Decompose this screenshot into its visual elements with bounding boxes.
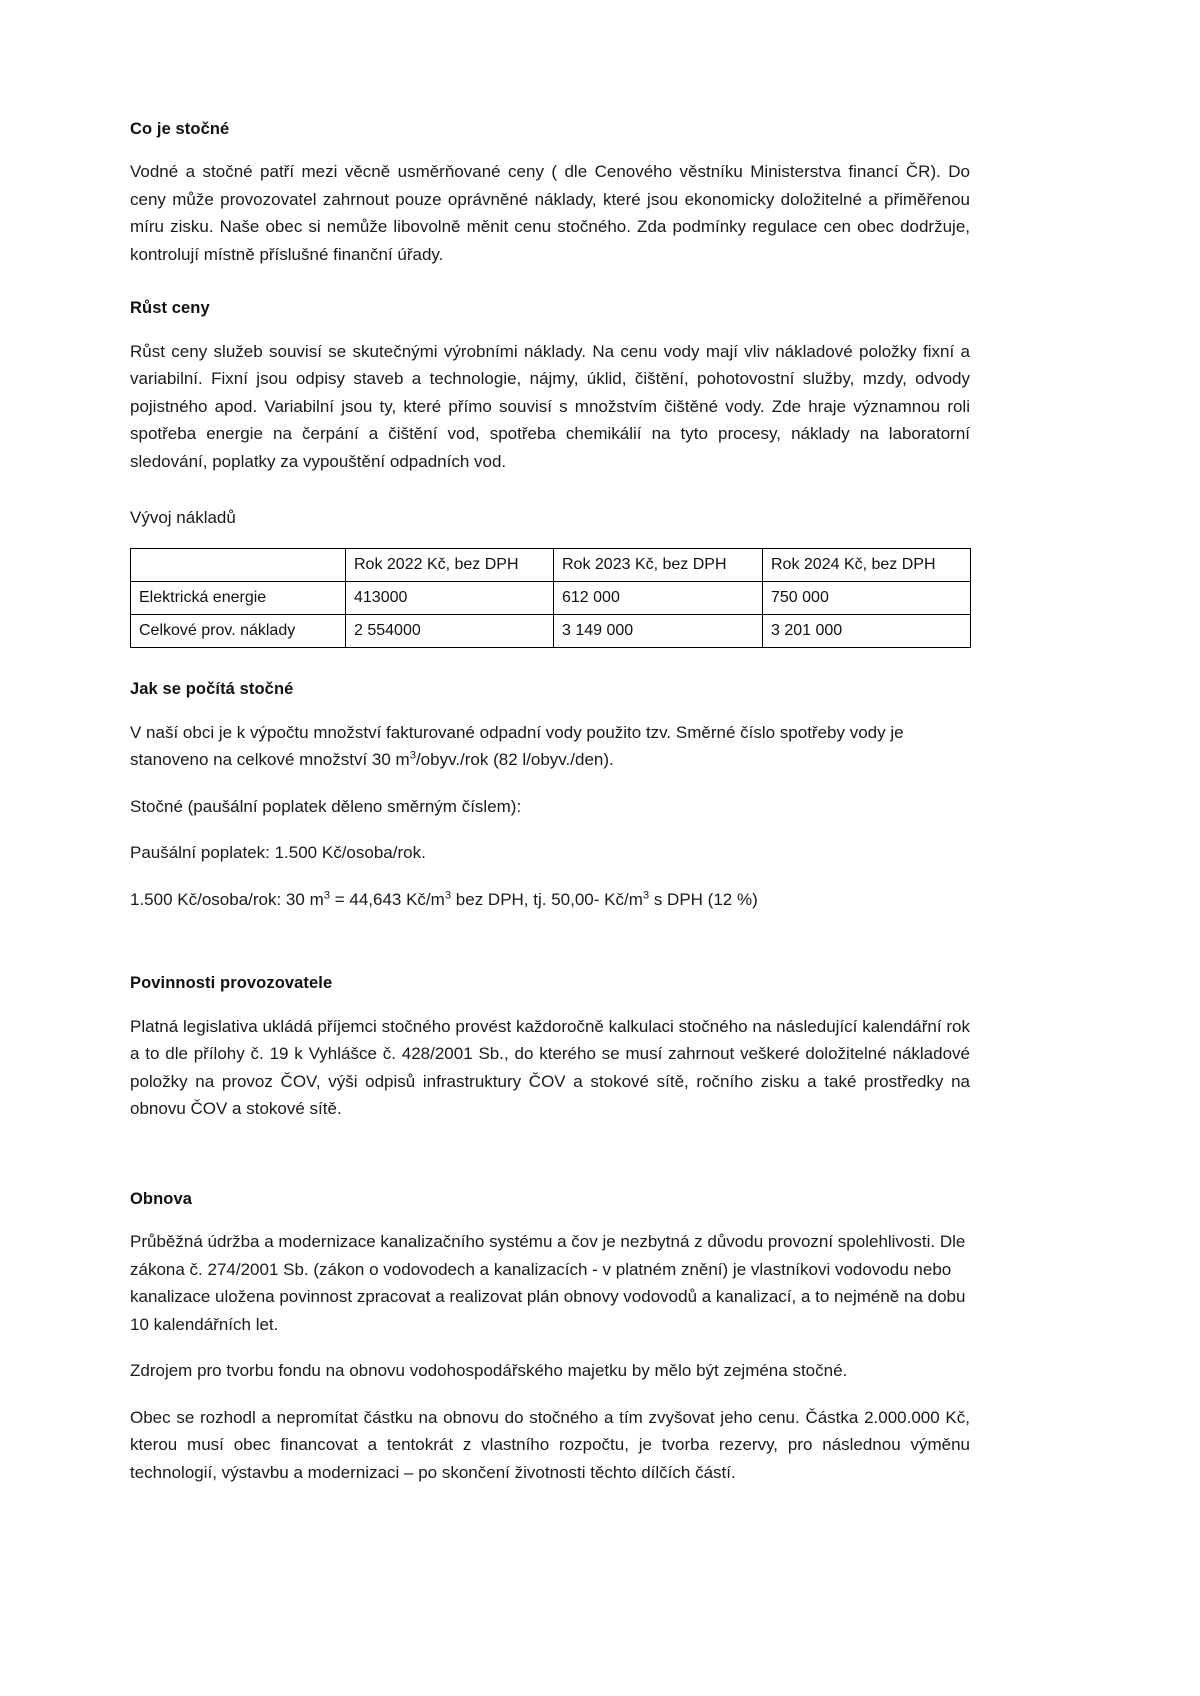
paragraph-flat-fee: Paušální poplatek: 1.500 Kč/osoba/rok. [130, 843, 426, 863]
table-row-label: Elektrická energie [131, 582, 346, 615]
spacer [130, 494, 970, 504]
cubic-meter-exponent: 3 [444, 889, 452, 902]
paragraph-price-formula [130, 886, 970, 914]
formula-part3: bez DPH, tj. 50,00- Kč/m [451, 889, 643, 909]
document-content [130, 118, 970, 1505]
table-header-cell-2023: Rok 2023 Kč, bez DPH [554, 548, 763, 581]
table-cell-value: 2 554000 [346, 615, 554, 648]
cubic-meter-exponent: 3 [642, 889, 650, 902]
cubic-meter-exponent: 3 [323, 889, 330, 902]
table-row-label: Celkové prov. náklady [131, 615, 346, 648]
heading-co-je-stocne: Co je stočné [130, 120, 230, 138]
table-cell-value: 750 000 [763, 582, 971, 615]
paragraph-co-je-stocne: Vodné a stočné patří mezi věcně usměrňované ceny ( dle Cenového věstníku Ministerstva financí ČR). Do ceny může provozovatel zahrnout pouze oprávněné náklady, které jsou ekonomicky doložitelné a přiměřenou míru zisku. Naše obec si nemůže libovolně měnit cenu stočného. Zda podmínky regulace cen obec dodržuje, kontrolují místně příslušné finanční úřady. [130, 162, 970, 264]
table-row [131, 615, 971, 648]
paragraph-smerne-cislo [130, 719, 970, 774]
heading-povinnosti-provozovatele: Povinnosti provozovatele [130, 974, 333, 993]
table-caption: Vývoj nákladů [130, 508, 236, 528]
paragraph-obnova-3: Obec se rozhodl a nepromítat částku na obnovu do stočného a tím zvyšovat jeho cenu. Částka 2.000.000 Kč, kterou musí obec financovat a tentokrát z vlastního rozpočtu, je tvorba rezervy, pro následnou výměnu technologií, výstavbu a modernizaci – po skončení životnosti těchto dílčích částí. [130, 1407, 970, 1482]
table-row [131, 582, 971, 615]
heading-rust-ceny: Růst ceny [130, 299, 210, 318]
spacer [130, 652, 970, 678]
paragraph-rust-ceny: Růst ceny služeb souvisí se skutečnými výrobními náklady. Na cenu vody mají vliv nákladové položky fixní a variabilní. Fixní jsou odpisy staveb a technologie, nájmy, úklid, čištění, pohotovostní služby, mzdy, odvody pojistného apod. Variabilní jsou ty, které přímo souvisí s množstvím čištěné vody. Zde hraje významnou roli spotřeba energie na čerpání a čištění vod, spotřeba chemikálií na tyto procesy, náklady na laboratorní sledování, poplatky za vypouštění odpadních vod. [130, 341, 970, 471]
formula-part4: s DPH (12 %) [649, 889, 758, 909]
spacer [130, 287, 970, 297]
table-cell-value: 612 000 [554, 582, 763, 615]
table-cell-value: 413000 [346, 582, 554, 615]
formula-part1: 1.500 Kč/osoba/rok: 30 m [130, 889, 324, 909]
table-header-cell-2024: Rok 2024 Kč, bez DPH [763, 548, 971, 581]
smerne-cislo-text-part1: V naší obci je k výpočtu množství fakturované odpadní vody použito tzv. Směrné číslo spotřeby vody je stanoveno na celkové množství 30 m [130, 722, 904, 770]
paragraph-stocne-subtitle: Stočné (paušální poplatek děleno směrným číslem): [130, 796, 522, 816]
paragraph-povinnosti: Platná legislativa ukládá příjemci stočného provést každoročně kalkulaci stočného na následující kalendářní rok a to dle přílohy č. 19 k Vyhlášce č. 428/2001 Sb., do kterého se musí zahrnout veškeré doložitelné nákladové položky na provoz ČOV, výši odpisů infrastruktury ČOV a stokové sítě, ročního zisku a také prostředky na obnovu ČOV a stokové sítě. [130, 1016, 970, 1119]
spacer [130, 1142, 970, 1188]
heading-jak-se-pocita-stocne: Jak se počítá stočné [130, 680, 294, 699]
table-header-row [131, 548, 971, 581]
table-header-cell-blank [131, 548, 346, 581]
smerne-cislo-text-part2: /obyv./rok (82 l/obyv./den). [415, 750, 614, 770]
spacer [130, 932, 970, 972]
table-cell-value: 3 149 000 [554, 615, 763, 648]
cost-development-table [130, 548, 971, 649]
table-header-cell-2022: Rok 2022 Kč, bez DPH [346, 548, 554, 581]
table-cell-value: 3 201 000 [763, 615, 971, 648]
paragraph-obnova-2: Zdrojem pro tvorbu fondu na obnovu vodohospodářského majetku by mělo být zejména stočné. [130, 1361, 848, 1381]
heading-obnova: Obnova [130, 1189, 193, 1208]
paragraph-obnova-1: Průběžná údržba a modernizace kanalizačního systému a čov je nezbytná z důvodu provozní spolehlivosti. Dle zákona č. 274/2001 Sb. (zákon o vodovodech a kanalizacích - v platném znění) je vlastníkovi vodovodu nebo kanalizace uložena povinnost zpracovat a realizovat plán obnovy vodovodů a kanalizací, a to nejméně na dobu 10 kalendářních let. [130, 1231, 966, 1334]
cubic-meter-exponent: 3 [409, 749, 416, 762]
formula-part2: = 44,643 Kč/m [329, 889, 445, 909]
